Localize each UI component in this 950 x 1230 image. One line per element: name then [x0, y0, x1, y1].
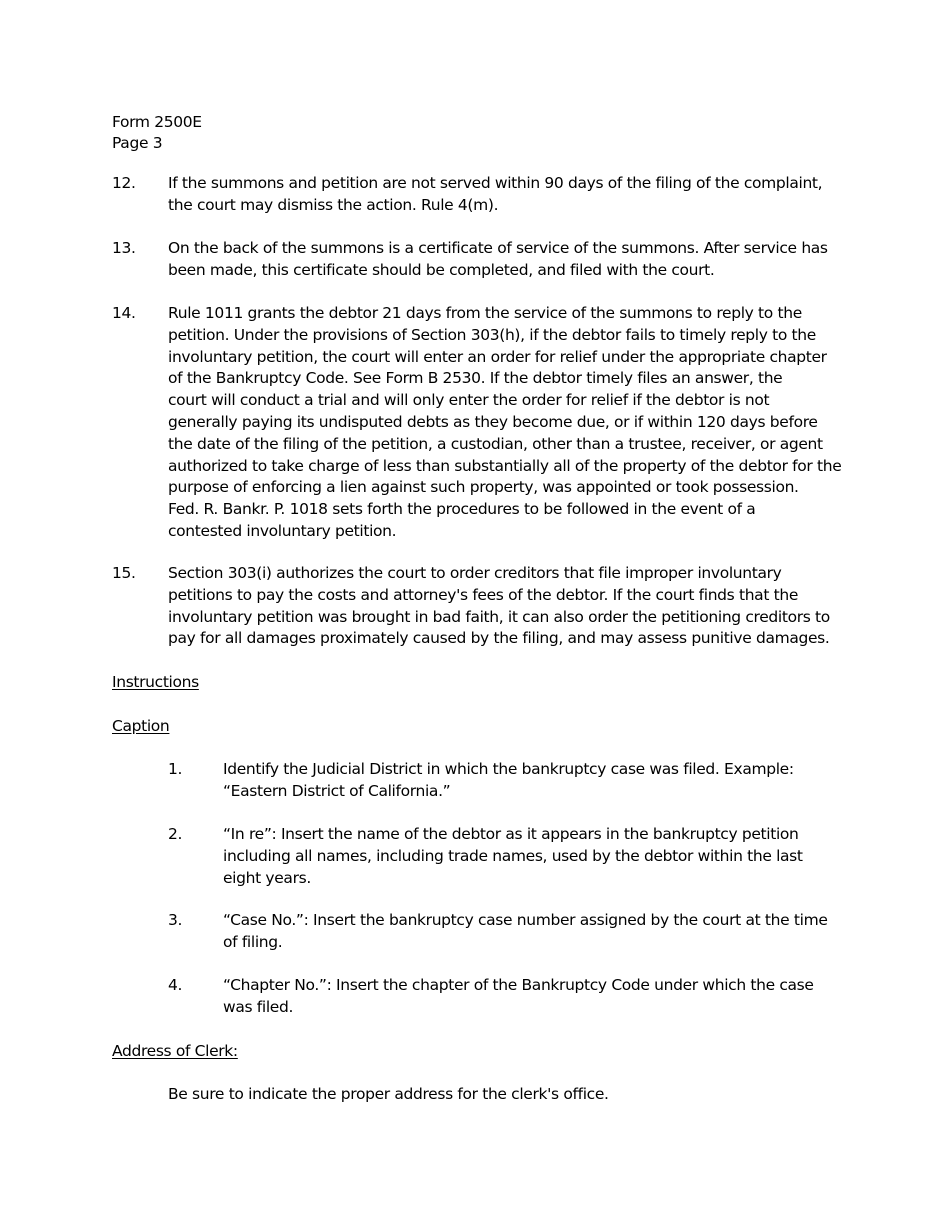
caption-item-line: of filing. [223, 932, 283, 951]
caption-heading: Caption [112, 717, 170, 735]
form-id: Form 2500E [112, 113, 202, 131]
caption-item-line: “Case No.”: Insert the bankruptcy case number assigned by the court at the time [223, 911, 828, 929]
note-line: authorized to take charge of less than substantially all of the property of the debtor for the [168, 456, 842, 475]
note-number: 12. [112, 174, 136, 192]
caption-item-text [223, 759, 843, 803]
caption-item-line: Identify the Judicial District in which the bankruptcy case was filed. Example: [223, 760, 794, 778]
note-text [168, 303, 848, 543]
note-line: contested involuntary petition. [168, 521, 397, 540]
note-line: been made, this certificate should be completed, and filed with the court. [168, 260, 715, 279]
instructions-heading: Instructions [112, 673, 199, 691]
caption-item-text [223, 824, 843, 889]
address-text: Be sure to indicate the proper address for the clerk's office. [168, 1085, 609, 1103]
caption-item-number: 1. [168, 760, 183, 778]
note-line: generally paying its undisputed debts as they become due, or if within 120 days before [168, 412, 818, 431]
note-text [168, 238, 848, 282]
note-line: involuntary petition was brought in bad faith, it can also order the petitioning creditors to [168, 607, 830, 626]
note-line: On the back of the summons is a certificate of service of the summons. After service has [168, 239, 828, 257]
note-line: Section 303(i) authorizes the court to order creditors that file improper involuntary [168, 564, 782, 582]
note-line: court will conduct a trial and will only enter the order for relief if the debtor is not [168, 391, 770, 410]
note-text [168, 563, 848, 650]
note-line: If the summons and petition are not served within 90 days of the filing of the complaint, [168, 174, 823, 192]
note-line: Fed. R. Bankr. P. 1018 sets forth the procedures to be followed in the event of a [168, 500, 756, 519]
note-line: petition. Under the provisions of Section 303(h), if the debtor fails to timely reply to the [168, 325, 816, 344]
page-number: Page 3 [112, 134, 163, 152]
caption-item-number: 2. [168, 825, 183, 843]
caption-item-line: was filed. [223, 997, 294, 1016]
note-number: 13. [112, 239, 136, 257]
caption-item-line: “Chapter No.”: Insert the chapter of the Bankruptcy Code under which the case [223, 976, 814, 994]
note-line: of the Bankruptcy Code. See Form B 2530. If the debtor timely files an answer, the [168, 369, 783, 388]
note-line: purpose of enforcing a lien against such property, was appointed or took possession. [168, 478, 799, 497]
caption-item-text [223, 910, 843, 954]
note-text [168, 173, 848, 217]
caption-item-number: 3. [168, 911, 183, 929]
note-line: Rule 1011 grants the debtor 21 days from the service of the summons to reply to the [168, 304, 802, 322]
caption-item-line: “In re”: Insert the name of the debtor as it appears in the bankruptcy petition [223, 825, 799, 843]
note-line: pay for all damages proximately caused by the filing, and may assess punitive damages. [168, 629, 830, 648]
note-line: involuntary petition, the court will enter an order for relief under the appropriate chapter [168, 347, 827, 366]
note-line: petitions to pay the costs and attorney's fees of the debtor. If the court finds that the [168, 585, 799, 604]
note-number: 15. [112, 564, 136, 582]
note-line: the court may dismiss the action. Rule 4(m). [168, 195, 499, 214]
caption-item-line: including all names, including trade names, used by the debtor within the last [223, 846, 803, 865]
caption-item-number: 4. [168, 976, 183, 994]
caption-item-line: eight years. [223, 868, 311, 887]
note-number: 14. [112, 304, 136, 322]
address-heading: Address of Clerk: [112, 1042, 238, 1060]
note-line: the date of the filing of the petition, a custodian, other than a trustee, receiver, or agent [168, 434, 823, 453]
caption-item-text [223, 975, 843, 1019]
caption-item-line: “Eastern District of California.” [223, 781, 451, 800]
